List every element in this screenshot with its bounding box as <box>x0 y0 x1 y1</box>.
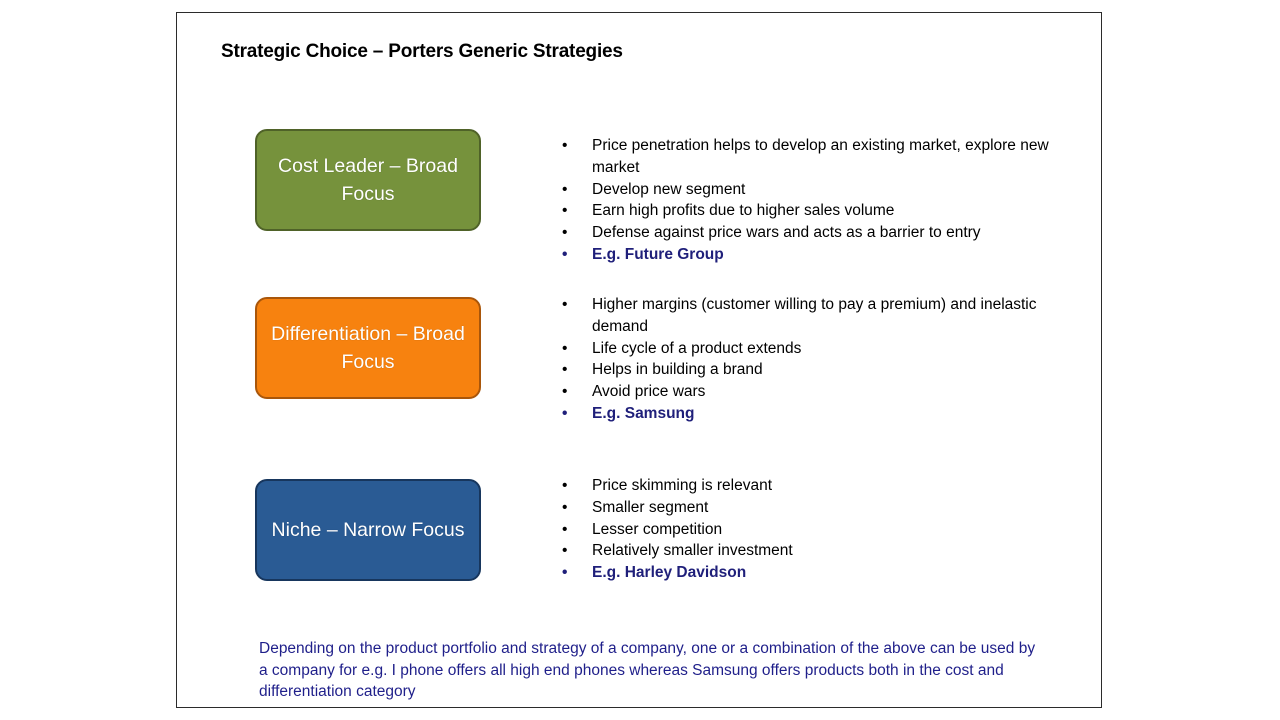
bullet-dot: • <box>562 224 568 242</box>
bullet-list-niche <box>562 475 1062 584</box>
strategy-label: Differentiation – Broad Focus <box>271 323 465 373</box>
bullet-dot: • <box>562 498 568 516</box>
slide-title: Strategic Choice – Porters Generic Strategies <box>221 41 623 62</box>
bullet-item: • Price penetration helps to develop an existing market, explore new market <box>562 137 1049 176</box>
bullet-dot: • <box>562 137 568 154</box>
bullet-item: • Higher margins (customer willing to pay a premium) and inelastic demand <box>562 296 1037 335</box>
summary-text: Depending on the product portfolio and strategy of a company, one or a combination of the above can be used by a company for e.g. I phone offers all high end phones whereas Samsung offers products both in the cost and differentiation category <box>259 640 1036 700</box>
strategy-box-cost-leader <box>255 129 481 231</box>
bullet-dot: • <box>562 404 568 422</box>
example-item: • E.g. Future Group <box>562 244 1062 266</box>
bullet-item: • Relatively smaller investment <box>562 540 1062 562</box>
bullet-dot: • <box>562 296 568 313</box>
bullet-item: • Smaller segment <box>562 497 1062 519</box>
bullet-list-cost-leader <box>562 135 1062 266</box>
bullet-item: • Defense against price wars and acts as a barrier to entry <box>562 222 1062 244</box>
bullet-item: • Lesser competition <box>562 519 1062 541</box>
strategy-label: Cost Leader – Broad Focus <box>278 155 458 205</box>
bullet-item: • Avoid price wars <box>562 381 1062 403</box>
bullet-dot: • <box>562 477 568 494</box>
bullet-dot: • <box>562 542 568 560</box>
bullet-dot: • <box>562 202 568 220</box>
bullet-dot: • <box>562 339 568 357</box>
bullet-item: • Develop new segment <box>562 179 1062 201</box>
bullet-dot: • <box>562 180 568 198</box>
bullet-item: • Price skimming is relevant <box>562 475 1062 497</box>
strategy-box-differentiation <box>255 297 481 399</box>
example-item: • E.g. Samsung <box>562 403 1062 425</box>
bullet-dot: • <box>562 383 568 401</box>
bullet-list-differentiation <box>562 294 1062 425</box>
bullet-item: • Life cycle of a product extends <box>562 338 1062 360</box>
bullet-dot: • <box>562 245 568 263</box>
example-item: • E.g. Harley Davidson <box>562 562 1062 584</box>
bullet-dot: • <box>562 564 568 582</box>
strategy-label: Niche – Narrow Focus <box>271 519 465 541</box>
strategy-box-niche <box>255 479 481 581</box>
slide-frame <box>176 12 1102 708</box>
bullet-dot: • <box>562 520 568 538</box>
bullet-item: • Helps in building a brand <box>562 359 1062 381</box>
bullet-dot: • <box>562 361 568 379</box>
bullet-item: • Earn high profits due to higher sales volume <box>562 200 1062 222</box>
